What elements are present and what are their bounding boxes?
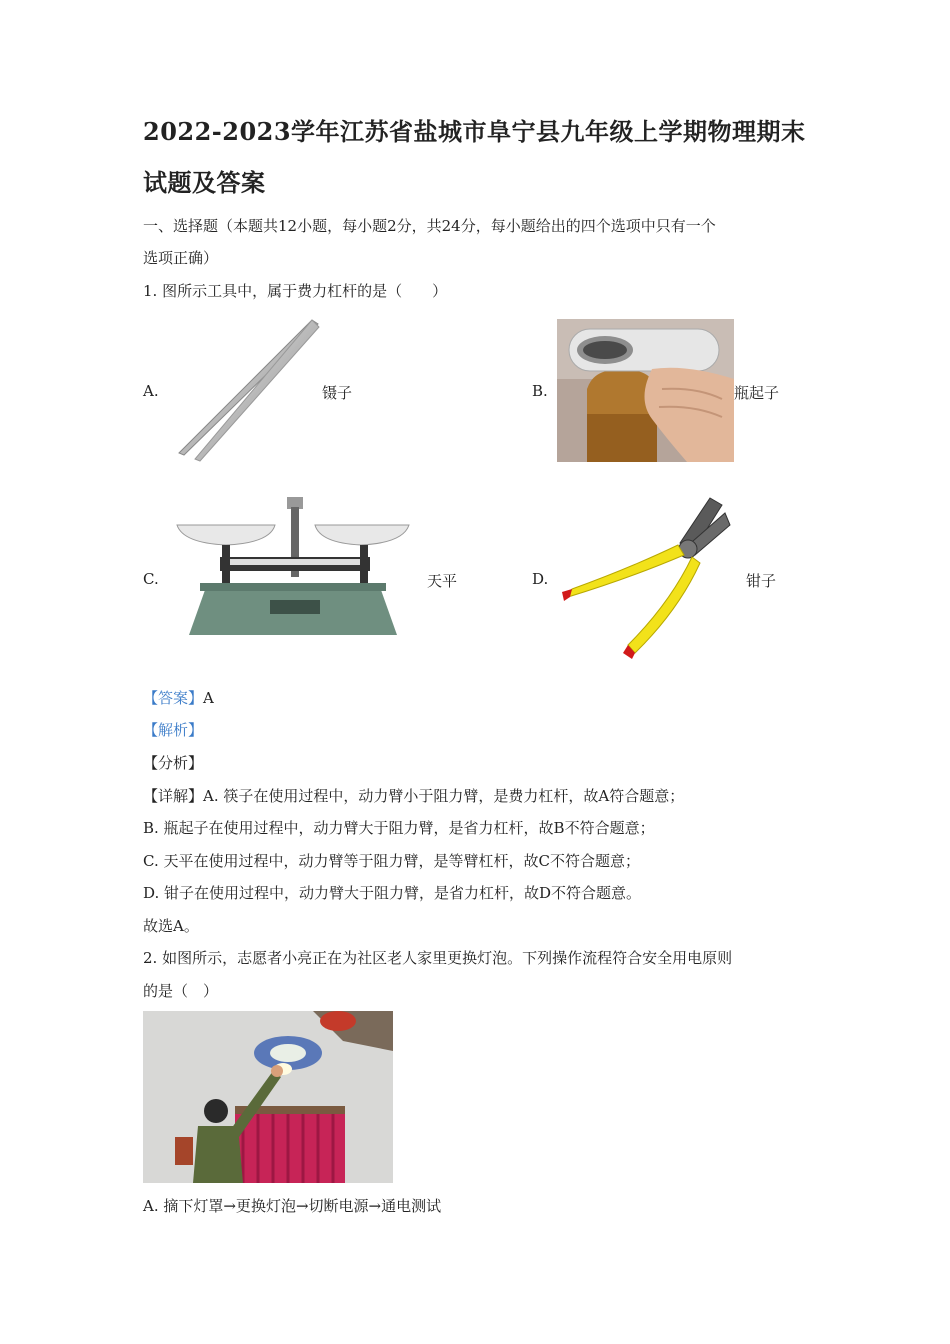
section-header-line-2: 选项正确） [143, 249, 219, 267]
fenxi-tag: 【分析】 [143, 754, 204, 772]
document-title-line-2: 试题及答案 [143, 168, 266, 197]
analysis-tag: 【解析】 [143, 721, 204, 739]
document-title-line-1: 2022-2023学年江苏省盐城市阜宁县九年级上学期物理期末 [143, 117, 806, 146]
answer-value: A [203, 689, 214, 707]
answer-row [143, 688, 214, 708]
option-b-label: B. [532, 382, 548, 400]
detail-line-2: B. 瓶起子在使用过程中，动力臂大于阻力臂，是省力杠杆，故B不符合题意； [143, 819, 655, 837]
detail-tag: 【详解】 [143, 787, 204, 805]
answer-tag: 【答案】 [143, 689, 204, 707]
question-2-option-a: A. 摘下灯罩→更换灯泡→切断电源→通电测试 [143, 1197, 442, 1215]
tweezers-image [172, 315, 322, 465]
detail-line-3: C. 天平在使用过程中，动力臂等于阻力臂，是等臂杠杆，故C不符合题意； [143, 852, 640, 870]
detail-line-1 [143, 786, 684, 806]
question-1-stem: 1. 图所示工具中，属于费力杠杆的是（ ） [143, 282, 448, 300]
option-a-label: A. [143, 382, 159, 400]
pliers-image [560, 493, 732, 663]
option-d-label: D. [532, 570, 549, 588]
option-d-name: 钳子 [746, 572, 777, 590]
question-2-stem-line-2: 的是（ ） [143, 982, 219, 1000]
balance-scale-image [175, 495, 411, 637]
option-a-name: 镊子 [322, 384, 353, 402]
lightbulb-change-photo [143, 1011, 393, 1183]
detail-text-a: A. 筷子在使用过程中，动力臂小于阻力臂，是费力杠杆，故A符合题意； [203, 787, 685, 805]
detail-line-4: D. 钳子在使用过程中，动力臂大于阻力臂，是省力杠杆，故D不符合题意。 [143, 884, 642, 902]
section-header-line-1: 一、选择题（本题共12小题，每小题2分，共24分，每小题给出的四个选项中只有一个 [143, 217, 716, 235]
bottle-opener-image [557, 319, 734, 462]
option-b-name: 瓶起子 [734, 384, 780, 402]
question-2-stem-line-1: 2. 如图所示，志愿者小亮正在为社区老人家里更换灯泡。下列操作流程符合安全用电原则 [143, 949, 733, 967]
conclusion: 故选A。 [143, 917, 199, 935]
option-c-name: 天平 [427, 572, 458, 590]
option-c-label: C. [143, 570, 159, 588]
